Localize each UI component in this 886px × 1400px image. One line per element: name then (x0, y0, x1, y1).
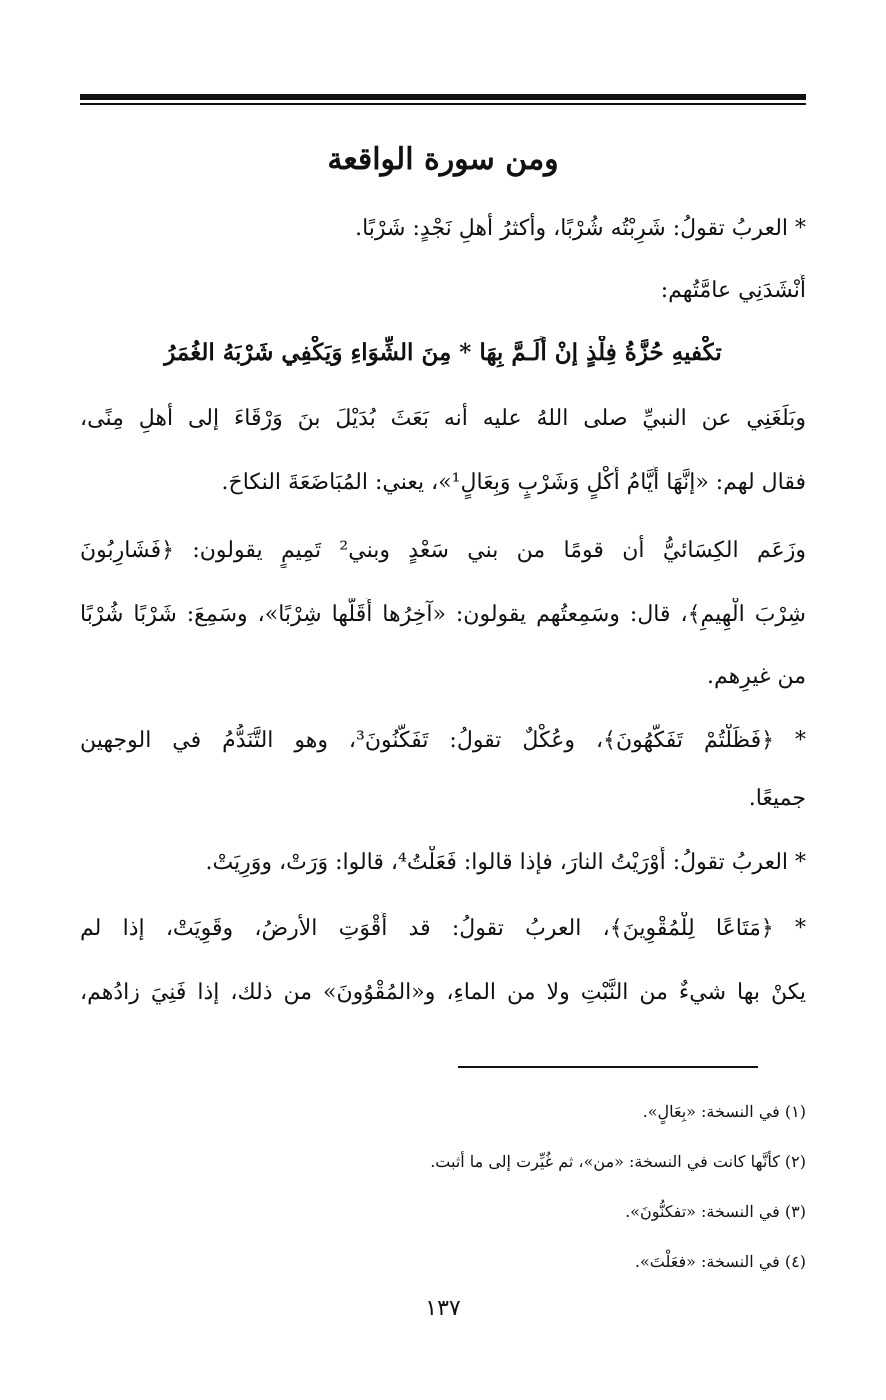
header-rule-thick (80, 94, 806, 100)
header-rule-thin (80, 103, 806, 105)
text-line-7: شِرْبَ الْهِيمِ﴾، قال: وسَمِعتُهم يقولون: «آخِرُها أَقَلُّها شِرْبًا»، وسَمِعَ: شَرْبًا شُرْبًا (80, 602, 806, 627)
text-line-5: فقال لهم: «إنَّهَا أَيَّامُ أَكْلٍ وَشَرْبٍ وَبِعَالٍ¹»، يعني: المُبَاضَعَةَ النكاحَ. (221, 470, 806, 495)
text-line-4: وبَلَغَنِي عن النبيِّ صلى اللهُ عليه أنه بَعَثَ بُدَيْلَ بنَ وَرْقَاءَ إلى أهلِ مِنًى، (80, 406, 806, 431)
page-number: ١٣٧ (425, 1296, 461, 1321)
section-title: ومن سورة الواقعة (327, 142, 559, 177)
text-line-6: وزَعَم الكِسَائيُّ أن قومًا من بني سَعْدٍ وبني² تَمِيمٍ يقولون: ﴿فَشَارِبُونَ (80, 538, 806, 563)
footnote-1: (١) في النسخة: «بِعَالٍ». (642, 1102, 806, 1121)
text-line-9: * ﴿فَظَلْتُمْ تَفَكَّهُونَ﴾، وعُكْلٌ تقولُ: تَفَكَّنُونَ³، وهو التَّنَدُّمُ في الوجهين (80, 728, 806, 753)
footnote-4: (٤) في النسخة: «فعَلْتَ». (634, 1252, 806, 1271)
text-line-1: * العربُ تقولُ: شَرِبْتُه شُرْبًا، وأكثرُ أهلِ نَجْدٍ: شَرْبًا. (355, 216, 806, 241)
text-line-12: * ﴿مَتَاعًا لِلْمُقْوِينَ﴾، العربُ تقولُ: قد أَقْوَتِ الأرضُ، وقَوِيَتْ، إذا لم (80, 916, 806, 941)
text-line-13: يكنْ بها شيءٌ من النَّبْتِ ولا من الماءِ، و«المُقْوُونَ» من ذلك، إذا فَنِيَ زادُهم، (80, 980, 806, 1005)
poem-verse: تكْفيهِ حُزَّةُ فِلْذٍ إنْ أَلَـمَّ بِهَا * مِنَ الشِّوَاءِ وَيَكْفِي شَرْبَهُ الغُمَرُ (164, 339, 722, 366)
text-line-11: * العربُ تقولُ: أَوْرَيْتُ النارَ، فإذا قالوا: فَعَلْتُ⁴، قالوا: وَرَتْ، ووَرِيَتْ. (205, 850, 806, 875)
footnote-2: (٢) كأنَّها كانت في النسخة: «من»، ثم غُيِّرت إلى ما أثبت. (430, 1152, 806, 1171)
text-line-2: أَنْشَدَنِي عامَّتُهم: (660, 278, 806, 303)
text-line-10: جميعًا. (748, 786, 806, 811)
footnote-separator (458, 1066, 758, 1068)
text-line-8: من غيرِهم. (706, 664, 806, 689)
footnote-3: (٣) في النسخة: «تفكنُّونَ». (625, 1202, 806, 1221)
